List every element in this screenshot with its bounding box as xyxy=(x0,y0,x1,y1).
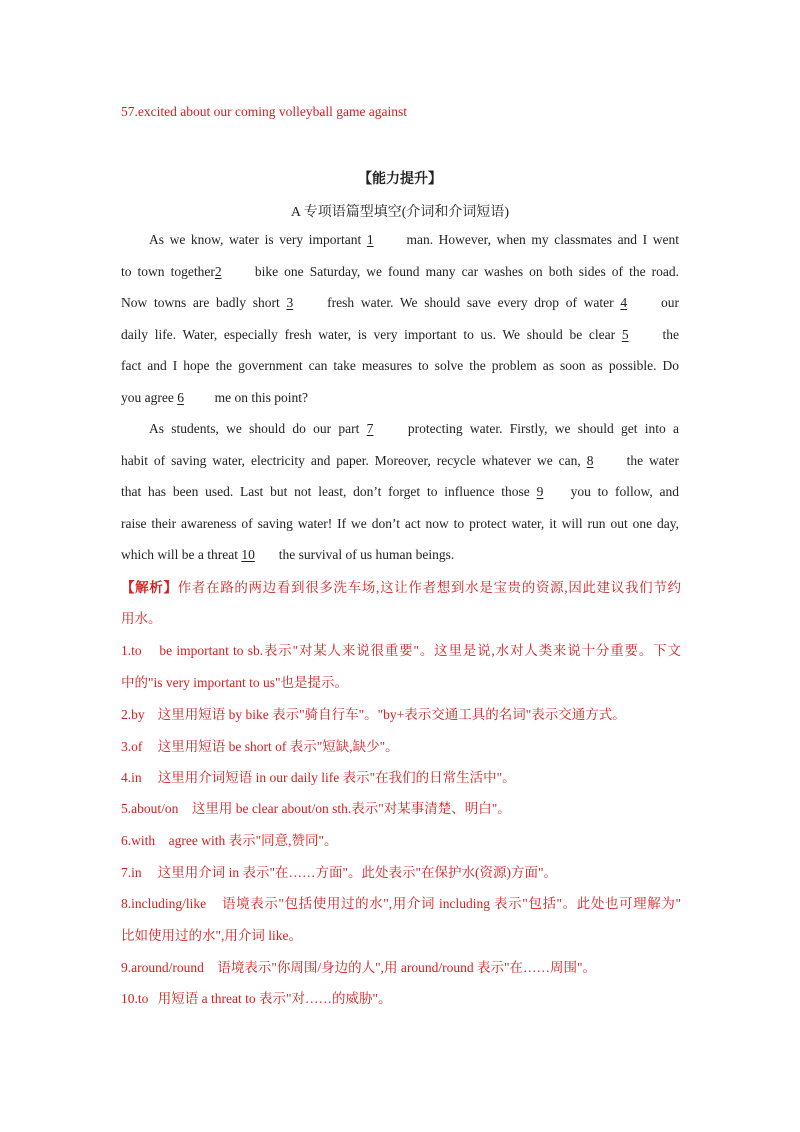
passage-paragraph-1 xyxy=(121,224,679,413)
section-subheading: A 专项语篇型填空(介词和介词短语) xyxy=(290,205,510,220)
passage-line: daily life. Water, especially fresh water, is very important to us. We should be clear 5 the xyxy=(121,319,679,351)
blank-4: 4 xyxy=(620,295,628,310)
passage-line: Now towns are badly short 3 fresh water. We should save every drop of water 4 our xyxy=(121,287,679,319)
analysis-item-6: 6.with agree with 表示"同意,赞同"。 xyxy=(121,833,338,848)
passage-paragraph-2 xyxy=(121,413,679,571)
analysis-item-8-cont: 比如使用过的水",用介词 like。 xyxy=(121,928,303,943)
passage-line: which will be a threat 10 the survival of us human beings. xyxy=(121,539,679,571)
passage-line: As we know, water is very important 1 man. However, when my classmates and I went xyxy=(121,224,679,256)
analysis-item-2: 2.by 这里用短语 by bike 表示"骑自行车"。"by+表示交通工具的名词"表示交通方式。 xyxy=(121,707,626,722)
blank-7: 7 xyxy=(366,421,374,436)
analysis-item-3: 3.of 这里用短语 be short of 表示"短缺,缺少"。 xyxy=(121,739,399,754)
blank-8: 8 xyxy=(586,452,594,468)
analysis-item-9: 9.around/round 语境表示"你周围/身边的人",用 around/round 表示"在……周围"。 xyxy=(121,960,597,975)
analysis-item-1: 1.to be important to sb.表示"对某人来说很重要"。这里是说,水对人类来说十分重要。下文 xyxy=(121,643,682,658)
blank-1: 1 xyxy=(366,232,374,247)
passage-line: fact and I hope the government can take measures to solve the problem as soon as possible. Do xyxy=(121,358,679,373)
analysis-intro: 【解析】作者在路的两边看到很多洗车场,这让作者想到水是宝贵的资源,因此建议我们节约 xyxy=(121,580,682,595)
passage-line: that has been used. Last but not least, don’t forget to influence those 9 you to follow, and xyxy=(121,476,679,508)
analysis-item-1-cont: 中的"is very important to us"也是提示。 xyxy=(121,675,349,690)
analysis-item-10: 10.to 用短语 a threat to 表示"对……的威胁"。 xyxy=(121,991,392,1006)
passage-line: raise their awareness of saving water! If we don’t act now to protect water, it will run out one day, xyxy=(121,515,679,531)
passage-line: to town together2 bike one Saturday, we found many car washes on both sides of the road. xyxy=(121,256,679,288)
analysis-intro-cont: 用水。 xyxy=(121,611,162,626)
analysis-item-7: 7.in 这里用介词 in 表示"在……方面"。此处表示"在保护水(资源)方面"。 xyxy=(121,865,558,880)
blank-6: 6 xyxy=(177,389,184,405)
blank-5: 5 xyxy=(621,326,629,342)
blank-10: 10 xyxy=(241,547,255,562)
analysis-item-5: 5.about/on 这里用 be clear about/on sth.表示"对某事清楚、明白"。 xyxy=(121,801,511,816)
analysis-item-8: 8.including/like 语境表示"包括使用过的水",用介词 including 表示"包括"。此处也可理解为" xyxy=(121,896,681,911)
passage-line: habit of saving water, electricity and paper. Moreover, recycle whatever we can, 8 the water xyxy=(121,445,679,477)
analysis-item-4: 4.in 这里用介词短语 in our daily life 表示"在我们的日常生活中"。 xyxy=(121,770,516,785)
passage-line: you agree 6 me on this point? xyxy=(121,382,679,414)
blank-3: 3 xyxy=(286,295,294,310)
passage-line: As students, we should do our part 7 protecting water. Firstly, we should get into a xyxy=(121,413,679,445)
blank-2: 2 xyxy=(214,263,222,279)
section-heading: 【能力提升】 xyxy=(358,172,442,187)
previous-answer-57: 57.excited about our coming volleyball game against xyxy=(121,104,408,119)
blank-9: 9 xyxy=(536,484,544,499)
